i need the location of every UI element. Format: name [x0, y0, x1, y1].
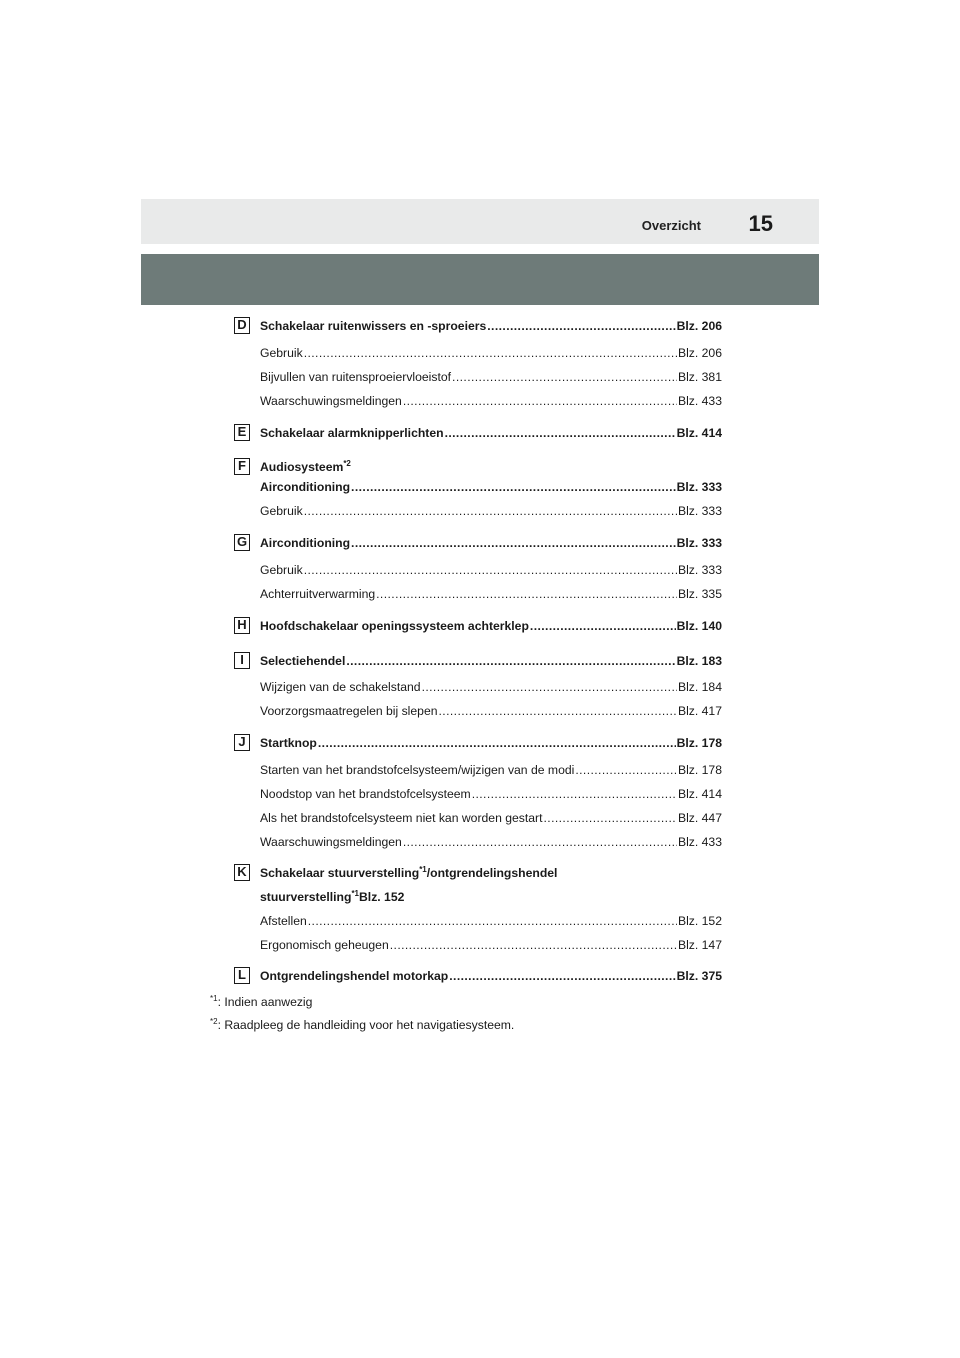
- entry-label: Ergonomisch geheugen: [260, 938, 389, 952]
- toc-entry-no-page[interactable]: [260, 460, 351, 475]
- entry-page: Blz. 147: [677, 938, 722, 952]
- footnote-text: : Indien aanwezig: [217, 995, 313, 1009]
- dot-leader: [376, 587, 677, 602]
- dot-leader: [487, 319, 675, 334]
- index-letter-h: H: [234, 617, 250, 634]
- dot-leader: [304, 504, 677, 519]
- entry-label: Schakelaar stuurverstelling: [260, 866, 420, 880]
- entry-page: Blz. 333: [677, 504, 722, 518]
- dot-leader: [403, 835, 677, 850]
- index-letter-j: J: [234, 734, 250, 751]
- entry-label: Airconditioning: [260, 480, 351, 494]
- toc-entry[interactable]: [260, 319, 722, 334]
- toc-entry[interactable]: [260, 587, 722, 602]
- index-letter-d: D: [234, 317, 250, 334]
- dot-leader: [308, 914, 677, 929]
- dot-leader: [449, 969, 675, 984]
- toc-entry[interactable]: [260, 346, 722, 361]
- dot-leader: [472, 787, 677, 802]
- dot-leader: [304, 346, 677, 361]
- toc-entry[interactable]: [260, 654, 722, 669]
- entry-label: Waarschuwingsmeldingen: [260, 394, 402, 408]
- entry-label: Als het brandstofcelsysteem niet kan worden gestart: [260, 811, 543, 825]
- toc-entry[interactable]: [260, 480, 722, 495]
- entry-page: Blz. 152: [359, 890, 405, 904]
- toc-entry[interactable]: [260, 619, 722, 634]
- dot-leader: [390, 938, 677, 953]
- dot-leader: [575, 763, 677, 778]
- entry-label: stuurverstelling: [260, 890, 352, 904]
- entry-page: Blz. 206: [677, 346, 722, 360]
- entry-label: Voorzorgsmaatregelen bij slepen: [260, 704, 438, 718]
- entry-page: Blz. 414: [676, 426, 722, 440]
- dot-leader: [351, 536, 676, 551]
- dot-leader: [403, 394, 677, 409]
- toc-entry[interactable]: [260, 426, 722, 441]
- toc-entry[interactable]: [260, 563, 722, 578]
- toc-entry[interactable]: [260, 763, 722, 778]
- toc-entry[interactable]: [260, 504, 722, 519]
- entry-page: Blz. 375: [676, 969, 722, 983]
- entry-label: Gebruik: [260, 346, 303, 360]
- entry-label: Starten van het brandstofcelsysteem/wijzigen van de modi: [260, 763, 575, 777]
- toc-entry[interactable]: [260, 680, 722, 695]
- entry-page: Blz. 178: [676, 736, 722, 750]
- entry-page: Blz. 333: [676, 480, 722, 494]
- entry-label: Selectiehendel: [260, 654, 346, 668]
- dot-leader: [351, 480, 676, 495]
- entry-page: Blz. 333: [677, 563, 722, 577]
- entry-page: Blz. 433: [677, 835, 722, 849]
- entry-page: Blz. 433: [677, 394, 722, 408]
- index-letter-k: K: [234, 864, 250, 881]
- index-letter-f: F: [234, 458, 250, 475]
- entry-label: Hoofdschakelaar openingssysteem achterklep: [260, 619, 529, 633]
- entry-page: Blz. 184: [677, 680, 722, 694]
- toc-entry[interactable]: [260, 704, 722, 719]
- entry-label: Ontgrendelingshendel motorkap: [260, 969, 449, 983]
- entry-page: Blz. 333: [676, 536, 722, 550]
- footnote-marker: *1: [351, 889, 359, 898]
- toc-entry[interactable]: [260, 787, 722, 802]
- footnote-marker: *2: [210, 1017, 218, 1026]
- entry-page: Blz. 178: [677, 763, 722, 777]
- entry-label: Achterruitverwarming: [260, 587, 376, 601]
- toc-entry[interactable]: [260, 969, 722, 984]
- entry-page: Blz. 335: [677, 587, 722, 601]
- toc-entry[interactable]: [260, 835, 722, 850]
- entry-page: Blz. 183: [676, 654, 722, 668]
- toc-entry-no-page[interactable]: [260, 890, 404, 905]
- entry-label: Schakelaar ruitenwissers en -sproeiers: [260, 319, 487, 333]
- entry-label: Wijzigen van de schakelstand: [260, 680, 421, 694]
- dot-leader: [422, 680, 677, 695]
- entry-label: Audiosysteem: [260, 460, 344, 474]
- entry-label: Gebruik: [260, 563, 303, 577]
- header-band: [141, 199, 819, 244]
- entry-label: Startknop: [260, 736, 317, 750]
- dot-leader: [530, 619, 676, 634]
- toc-entry[interactable]: [260, 938, 722, 953]
- footnote-text: : Raadpleeg de handleiding voor het navigatiesysteem.: [217, 1018, 515, 1032]
- entry-page: Blz. 152: [677, 914, 722, 928]
- dot-leader: [318, 736, 676, 751]
- footnote: [210, 995, 312, 1010]
- footnote-marker: *2: [343, 459, 351, 468]
- toc-entry[interactable]: [260, 736, 722, 751]
- dot-leader: [452, 370, 677, 385]
- index-letter-g: G: [234, 534, 250, 551]
- entry-label: Noodstop van het brandstofcelsysteem: [260, 787, 471, 801]
- toc-entry[interactable]: [260, 370, 722, 385]
- entry-page: Blz. 381: [677, 370, 722, 384]
- toc-entry[interactable]: [260, 536, 722, 551]
- entry-label: Gebruik: [260, 504, 303, 518]
- entry-page: Blz. 140: [676, 619, 722, 633]
- footnote-marker: *1: [419, 865, 427, 874]
- dot-leader: [439, 704, 677, 719]
- entry-label: Waarschuwingsmeldingen: [260, 835, 402, 849]
- toc-entry-no-page[interactable]: [260, 866, 557, 881]
- entry-label: Afstellen: [260, 914, 307, 928]
- index-letter-l: L: [234, 967, 250, 984]
- dot-leader: [304, 563, 677, 578]
- entry-page: Blz. 417: [677, 704, 722, 718]
- entry-label: Airconditioning: [260, 536, 351, 550]
- index-letter-e: E: [234, 424, 250, 441]
- toc-entry[interactable]: [260, 811, 722, 826]
- entry-page: Blz. 414: [677, 787, 722, 801]
- section-title: Overzicht: [641, 218, 701, 233]
- dot-leader: [346, 654, 675, 669]
- toc-entry[interactable]: [260, 914, 722, 929]
- entry-page: Blz. 206: [676, 319, 722, 333]
- toc-entry[interactable]: [260, 394, 722, 409]
- footnote-marker: *1: [210, 994, 218, 1003]
- title-bar: [141, 254, 819, 305]
- footnote: [210, 1018, 514, 1033]
- entry-label: Bijvullen van ruitensproeiervloeistof: [260, 370, 452, 384]
- dot-leader: [445, 426, 676, 441]
- dot-leader: [544, 811, 677, 826]
- entry-label-continued: /ontgrendelingshendel: [426, 866, 558, 880]
- entry-label: Schakelaar alarmknipperlichten: [260, 426, 444, 440]
- index-letter-i: I: [234, 652, 250, 669]
- page-number: 15: [748, 211, 773, 236]
- entry-page: Blz. 447: [677, 811, 722, 825]
